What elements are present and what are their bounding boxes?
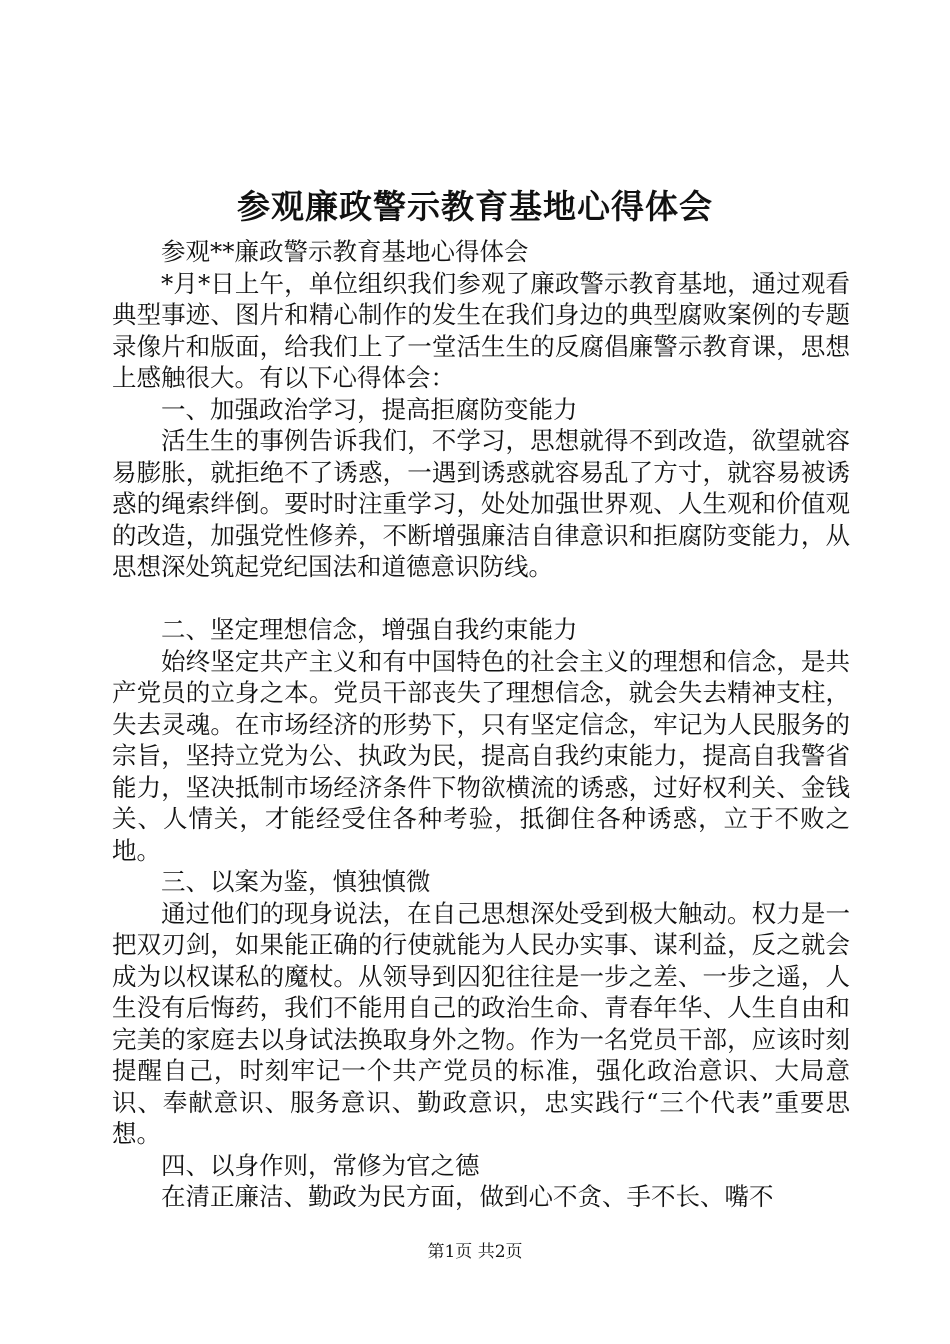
intro-paragraph: *月*日上午，单位组织我们参观了廉政警示教育基地，通过观看典型事迹、图片和精心制作的发生在我们身边的典型腐败案例的专题录像片和版面，给我们上了一堂活生生的反腐倡廉警示教育课，思想上感触很大。有以下心得体会： (112, 268, 850, 392)
document-body (112, 236, 850, 1213)
section-heading-3: 三、以案为鉴，慎独慎微 (161, 867, 431, 896)
section-body-1: 活生生的事例告诉我们，不学习，思想就得不到改造，欲望就容易膨胀，就拒绝不了诱惑，一遇到诱惑就容易乱了方寸，就容易被诱惑的绳索绊倒。要时时注重学习，处处加强世界观、人生观和价值观的改造，加强党性修养，不断增强廉洁自律意识和拒腐防变能力，从思想深处筑起党纪国法和道德意识防线。 (112, 426, 850, 581)
section-heading-1: 一、加强政治学习，提高拒腐防变能力 (161, 394, 578, 424)
section-heading-4: 四、以身作则，常修为官之德 (161, 1150, 480, 1180)
paragraph-spacer (112, 583, 850, 615)
subtitle-paragraph: 参观**廉政警示教育基地心得体会 (161, 237, 529, 266)
section-body-4: 在清正廉洁、勤政为民方面，做到心不贪、手不长、嘴不 (161, 1182, 774, 1211)
section-heading-2: 二、坚定理想信念，增强自我约束能力 (161, 615, 578, 644)
document-title: 参观廉政警示教育基地心得体会 (237, 187, 713, 226)
section-body-3: 通过他们的现身说法，在自己思想深处受到极大触动。权力是一把双刃剑，如果能正确的行使就能为人民办实事、谋利益，反之就会成为以权谋私的魔杖。从领导到囚犯往往是一步之差、一步之遥，人生没有后悔药，我们不能用自己的政治生命、青春年华、人生自由和完美的家庭去以身试法换取身外之物。作为一名党员干部，应该时刻提醒自己，时刻牢记一个共产党员的标准，强化政治意识、大局意识、奉献意识、服务意识、勤政意识，忠实践行“三个代表”重要思想。 (112, 898, 850, 1148)
page-number-footer: 第1页 共2页 (427, 1242, 523, 1262)
section-body-2: 始终坚定共产主义和有中国特色的社会主义的理想和信念，是共产党员的立身之本。党员干部丧失了理想信念，就会失去精神支柱，失去灵魂。在市场经济的形势下，只有坚定信念，牢记为人民服务的宗旨，坚持立党为公、执政为民，提高自我约束能力，提高自我警省能力，坚决抵制市场经济条件下物欲横流的诱惑，过好权利关、金钱关、人情关，才能经受住各种考验，抵御住各种诱惑，立于不败之地。 (112, 646, 850, 865)
